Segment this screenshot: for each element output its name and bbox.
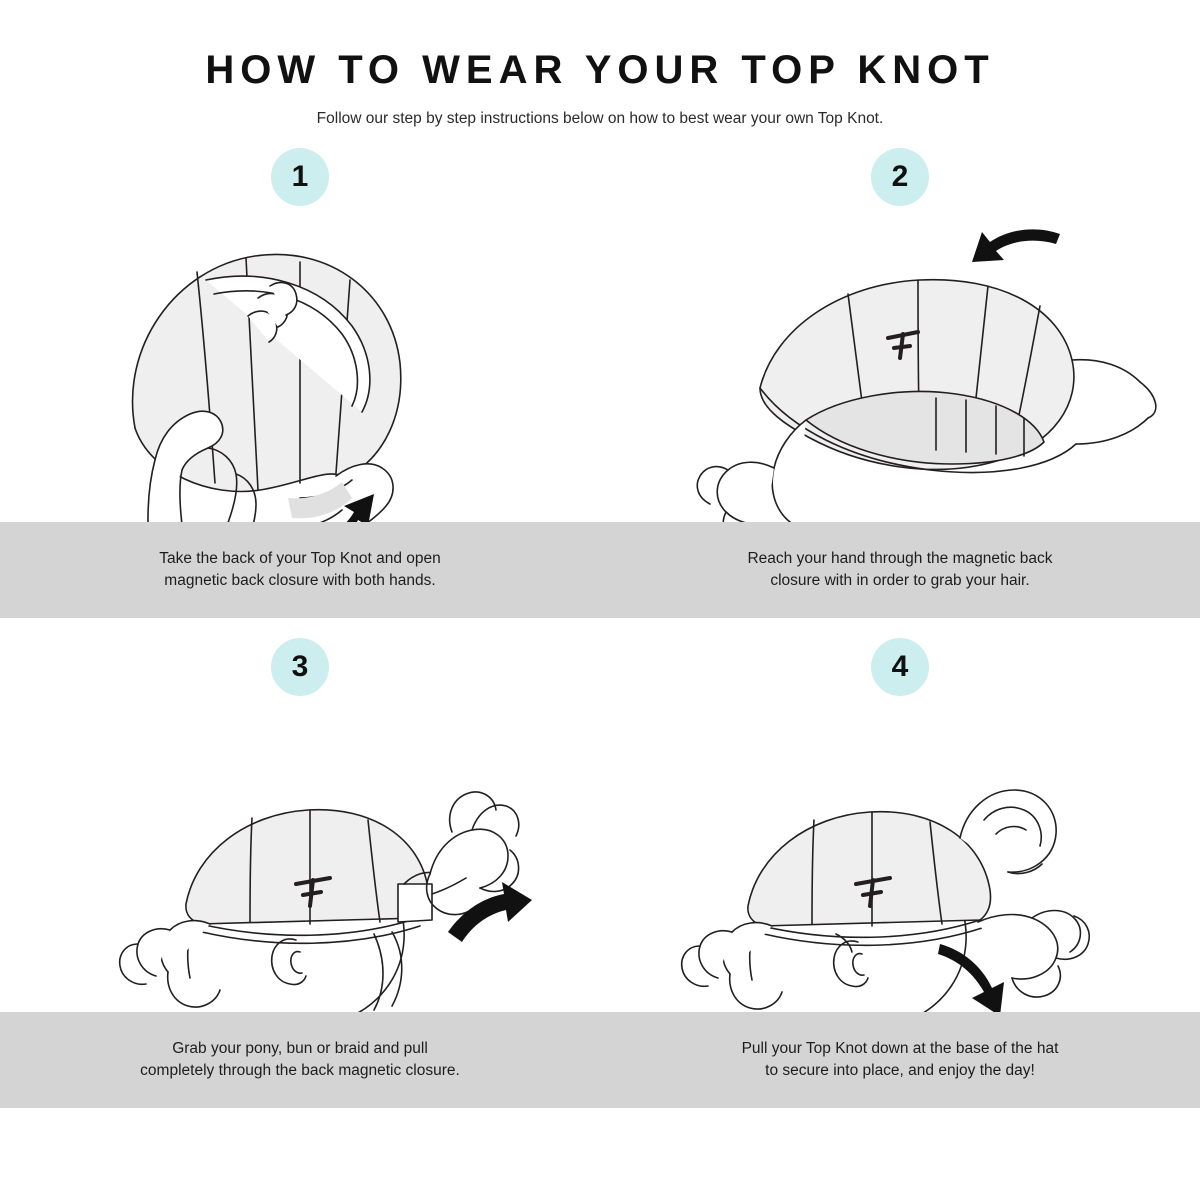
page-title: HOW TO WEAR YOUR TOP KNOT bbox=[205, 48, 995, 92]
step-2 bbox=[600, 142, 1200, 522]
row-divider bbox=[0, 618, 1200, 632]
captions-row-2 bbox=[0, 1012, 1200, 1108]
step-4-caption: Pull your Top Knot down at the base of the hat to secure into place, and enjoy the day! bbox=[741, 1040, 1059, 1079]
step-3-badge: 3 bbox=[271, 638, 329, 696]
steps-row-2 bbox=[0, 632, 1200, 1012]
step-1-illustration-area bbox=[0, 142, 600, 522]
step-1-caption-band bbox=[0, 522, 600, 618]
step-3-caption-band bbox=[0, 1012, 600, 1108]
steps-row-1 bbox=[0, 142, 1200, 522]
step-1-caption: Take the back of your Top Knot and open magnetic back closure with both hands. bbox=[159, 550, 441, 589]
step-1 bbox=[0, 142, 600, 522]
step-4-illustration bbox=[600, 688, 1200, 1012]
header bbox=[0, 0, 1200, 128]
step-4-illustration-area bbox=[600, 632, 1200, 1012]
captions-row-1 bbox=[0, 522, 1200, 618]
step-3-caption: Grab your pony, bun or braid and pull completely through the back magnetic closure. bbox=[140, 1040, 460, 1079]
step-3 bbox=[0, 632, 600, 1012]
step-2-badge: 2 bbox=[871, 148, 929, 206]
steps-grid bbox=[0, 142, 1200, 1108]
page-subtitle: Follow our step by step instructions below on how to best wear your own Top Knot. bbox=[316, 110, 884, 127]
step-1-badge: 1 bbox=[271, 148, 329, 206]
step-2-caption-band bbox=[600, 522, 1200, 618]
step-1-illustration bbox=[0, 198, 600, 522]
step-2-caption: Reach your hand through the magnetic back closure with in order to grab your hair. bbox=[747, 550, 1053, 589]
step-4-caption-band bbox=[600, 1012, 1200, 1108]
step-4-badge: 4 bbox=[871, 638, 929, 696]
step-2-illustration-area bbox=[600, 142, 1200, 522]
step-2-illustration bbox=[600, 198, 1200, 522]
step-4 bbox=[600, 632, 1200, 1012]
step-3-illustration bbox=[0, 688, 600, 1012]
step-3-illustration-area bbox=[0, 632, 600, 1012]
